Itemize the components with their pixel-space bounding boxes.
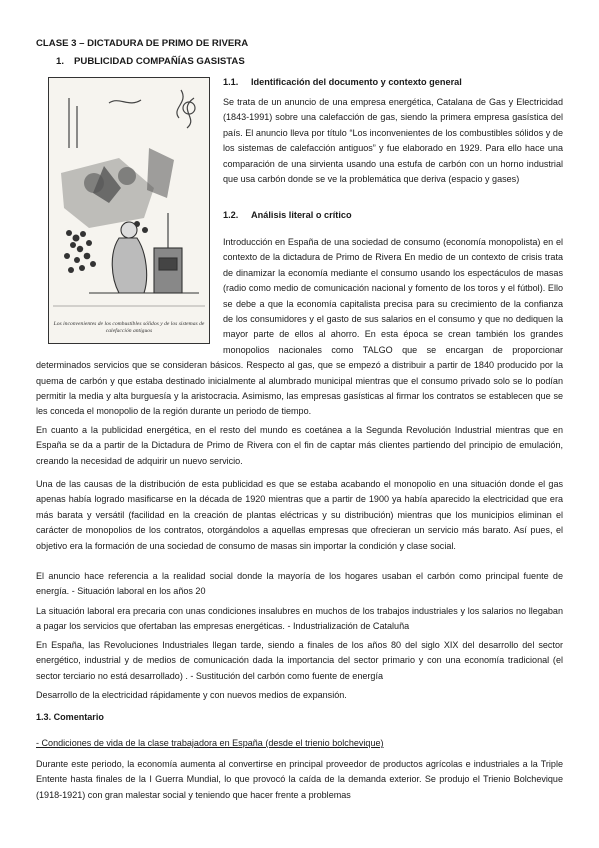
paragraph-situacion-laboral: La situación laboral era precaria con unas condiciones insalubres en muchos de los trabajos industriales y los salarios no llegaban a pagar los servicios que ofertaban las empresas energéticas. - Industrialización de Cataluña (36, 606, 563, 632)
paragraph-causas: Una de las causas de la distribución de esta publicidad es que se estaba acabando el monopolio en una situación donde el gas apenas había logrado masificarse en la década de 1920 mientras que a partir de 1900 ya había aparecido la electricidad que era más barata y versátil (facilidad en la creación de plantas eléctricas y su distribución) mientras que los municipios eliminan el carácter de monopolios de los contratos, otorgándolos a aquellas empresas que ofrecieran un servicio más barato. Así pues, el objetivo era la formación de una sociedad de consumo de masas sin importar la condición y clase social. (36, 479, 563, 551)
ad-caption: Los inconvenientes de los combustibles sólidos y de los sistemas de calefacción antiguos (53, 321, 205, 334)
paragraph-durante: Durante este periodo, la economía aumenta al convertirse en principal proveedor de productos agrícolas e industriales a la Triple Entente hasta finales de la I Guerra Mundial, lo que provocó la caída de la demanda exterior. Se produjo el Trienio Bolchevique (1918-1921) con gran malestar social y teniendo que hacer frente a problemas (36, 759, 563, 800)
subsection-1-2-heading (223, 210, 352, 220)
subsection-1-3-heading: 1.3. Comentario (36, 712, 104, 722)
subsection-1-1-label: Identificación del documento y contexto general (251, 77, 462, 87)
subsection-1-2-label: Análisis literal o crítico (251, 210, 352, 220)
section-heading (56, 56, 245, 67)
section-label: PUBLICIDAD COMPAÑÍAS GASISTAS (74, 56, 245, 67)
subsection-1-2-number: 1.2. (223, 210, 239, 220)
underlined-heading: - Condiciones de vida de la clase trabajadora en España (desde el trienio bolchevique) (36, 738, 384, 748)
paragraph-1-2-container (36, 235, 563, 420)
paragraph-1-1: Se trata de un anuncio de una empresa energética, Catalana de Gas y Electricidad (1843-1991) sobre una calefacción de gas, siendo la primera empresa gasística del país. El anuncio lleva por título “Los inconvenientes de los combustibles sólidos y de los sistemas de calefacción antiguos” y fue elaborado en 1929. Para ello hace una comparación de una sirvienta usando una estufa de carbón con un horno industrial que usa carbón donde se ve la problemática que deriva (espacio y gases) (223, 97, 563, 185)
paragraph-publicidad: En cuanto a la publicidad energética, en el resto del mundo es coetánea a la Segunda Revolución Industrial mientras que en España se da a partir de la Dictadura de Primo de Rivera con el fin de captar más clientes partiendo del principio de emulación, creando la necesidad de adquirir un nuevo servicio. (36, 425, 563, 466)
section-number: 1. (56, 56, 65, 67)
paragraph-anuncio: El anuncio hace referencia a la realidad social donde la mayoría de los hogares usaban el carbón como principal fuente de energía. - Situación laboral en los años 20 (36, 571, 563, 597)
subsection-1-1-number: 1.1. (223, 77, 239, 87)
image-wrap-spacer (36, 235, 223, 343)
document-title: CLASE 3 – DICTADURA DE PRIMO DE RIVERA (36, 38, 249, 49)
paragraph-espana: En España, las Revoluciones Industriales llegan tarde, siendo a finales de los años 80 del siglo XIX del desarrollo del sector energético, industrial y de medios de comunicación dada la importancia del sector primario y con una economía tradicional (el sector terciario no está desarrollado) . - Sustitución del carbón como fuente de energía (36, 640, 563, 681)
subsection-1-1-heading (223, 77, 462, 87)
paragraph-electricidad: Desarrollo de la electricidad rápidamente y con nuevos medios de expansión. (36, 690, 347, 700)
paragraph-1-2: Introducción en España de una sociedad de consumo (economía monopolista) en el contexto de la dictadura de Primo de Rivera En medio de un contexto de crisis trata de dinamizar la economía mediante el consumo usando los espectáculos de masas (radio como medio de comunicación nacional y fomento de los toros y el fútbol). Ello se debe a que la economía capitalista precisa para su crecimiento de la confianza de los consumidores y el gasto de sus salarios en el consumo y que no dediquen la mayor parte de ellos al ahorro. En esta época se crean también los grandes monopolios nacionales como TALGO que se encargan de proporcionar determinados servicios que se consideran básicos. Respecto al gas, que se empezó a distribuir a partir de 1840 producido por la quema de carbón y que estaba destinado inicialmente al alumbrado municipal mientras que el consumo privado solo se lo podían permitir la media y alta burguesía y la aristocracia. Asimismo, las empresas gasísticas al firmar los contratos se establecen que se les conceda el monopolio de la región durante un periodo de tiempo. (36, 237, 563, 417)
